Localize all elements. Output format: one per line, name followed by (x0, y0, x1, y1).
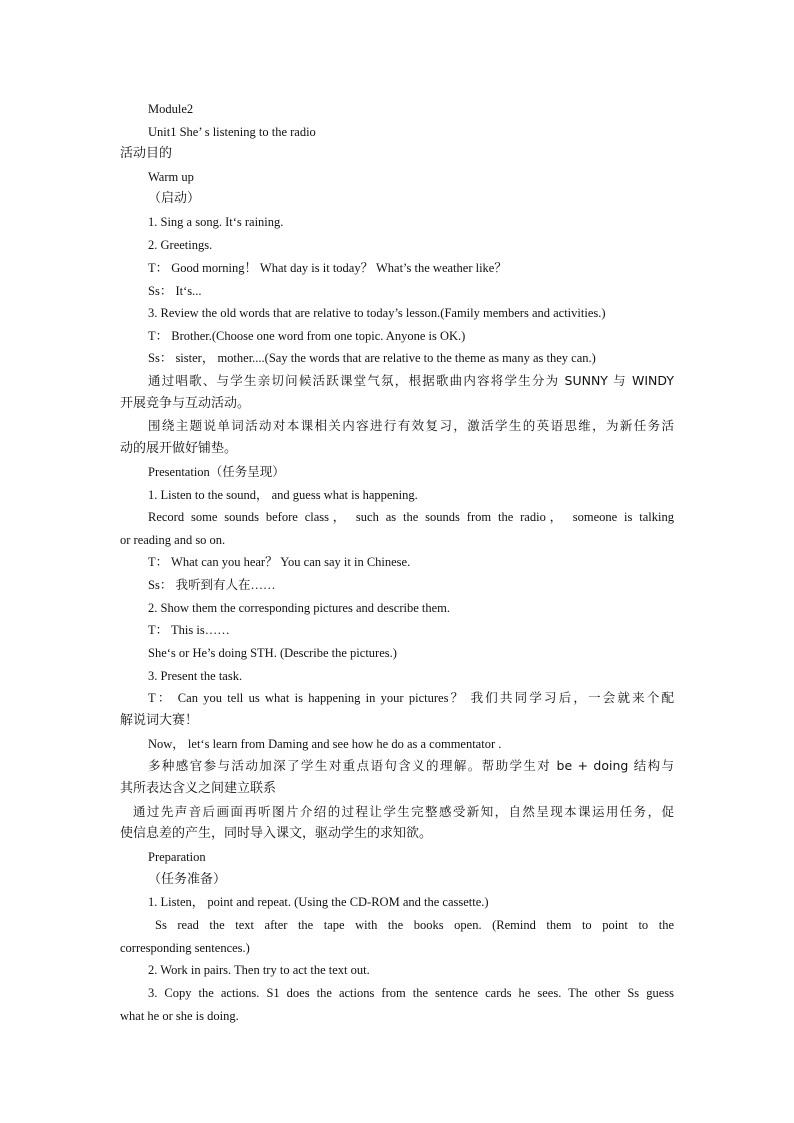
step-text: 3. Copy the actions. S1 does the actions from the sentence cards he sees. The other Ss guess (148, 986, 674, 1000)
paragraph-text: 解说词大赛！ (120, 713, 199, 728)
step-text: 1. Listen， point and repeat. (Using the CD-ROM and the cassette.) (148, 895, 489, 909)
paragraph-text: She‘s or He’s doing STH. (Describe the pictures.) (148, 646, 397, 660)
paragraph-text: Now， let‘s learn from Daming and see how he do as a commentator . (148, 737, 502, 751)
dialogue-line: Ss： 我听到有人在…… (148, 578, 276, 592)
dialogue-line: T： What can you hear？ You can say it in Chinese. (148, 555, 411, 569)
paragraph-text: corresponding sentences.) (120, 941, 250, 955)
paragraph-text: what he or she is doing. (120, 1009, 239, 1023)
section-subheading-preparation: （任务准备） (148, 872, 227, 887)
step-text: 2. Show them the corresponding pictures and describe them. (148, 601, 451, 615)
paragraph-text: 动的展开做好铺垫。 (120, 441, 238, 456)
step-text: 3. Review the old words that are relative to today’s lesson.(Family members and activities.) (148, 306, 606, 320)
section-heading-objective: 活动目的 (120, 146, 173, 161)
paragraph-text: or reading and so on. (120, 533, 226, 547)
step-text: 3. Present the task. (148, 669, 243, 683)
section-subheading-start: （启动） (148, 191, 201, 206)
step-text: 2. Work in pairs. Then try to act the text out. (148, 963, 370, 977)
dialogue-line: T： Brother.(Choose one word from one topic. Anyone is OK.) (148, 329, 466, 343)
step-text: 2. Greetings. (148, 238, 213, 252)
paragraph-text: 通过唱歌、与学生亲切问候活跃课堂气氛，根据歌曲内容将学生分为 SUNNY 与 WINDY (148, 373, 674, 388)
paragraph-text: 通过先声音后画面再听图片介绍的过程让学生完整感受新知，自然呈现本课运用任务，促 (133, 804, 674, 819)
step-text: 1. Sing a song. It‘s raining. (148, 215, 284, 229)
paragraph-text: Ss read the text after the tape with the books open. (Remind them to point to the (155, 918, 674, 932)
dialogue-line: Ss： sister， mother....(Say the words that are relative to the theme as many as they can.) (148, 351, 596, 365)
section-heading-preparation: Preparation (148, 850, 206, 864)
dialogue-line: T： Good morning！ What day is it today？ What’s the weather like？ (148, 261, 507, 275)
paragraph-text: 围绕主题说单词活动对本课相关内容进行有效复习，激活学生的英语思维，为新任务活 (148, 418, 674, 433)
dialogue-line: T： This is…… (148, 623, 230, 637)
dialogue-line: Ss： It‘s... (148, 284, 202, 298)
step-text: 1. Listen to the sound， and guess what is happening. (148, 488, 418, 502)
module-heading: Module2 (148, 102, 194, 116)
unit-title: Unit1 She’ s listening to the radio (148, 125, 316, 139)
paragraph-text: 使信息差的产生，同时导入课文，驱动学生的求知欲。 (120, 826, 433, 841)
paragraph-text: 其所表达含义之间建立联系 (120, 781, 277, 796)
paragraph-text: 多种感官参与活动加深了学生对重点语句含义的理解。帮助学生对 be + doing 结构与 (148, 758, 674, 773)
section-heading-warmup: Warm up (148, 170, 194, 184)
paragraph-text: 开展竞争与互动活动。 (120, 396, 251, 411)
section-heading-presentation: Presentation（任务呈现） (148, 465, 285, 479)
paragraph-text: Record some sounds before class， such as the sounds from the radio， someone is talking (148, 510, 674, 524)
dialogue-line: T： Can you tell us what is happening in your pictures？ 我们共同学习后，一会就来个配 (148, 691, 674, 705)
